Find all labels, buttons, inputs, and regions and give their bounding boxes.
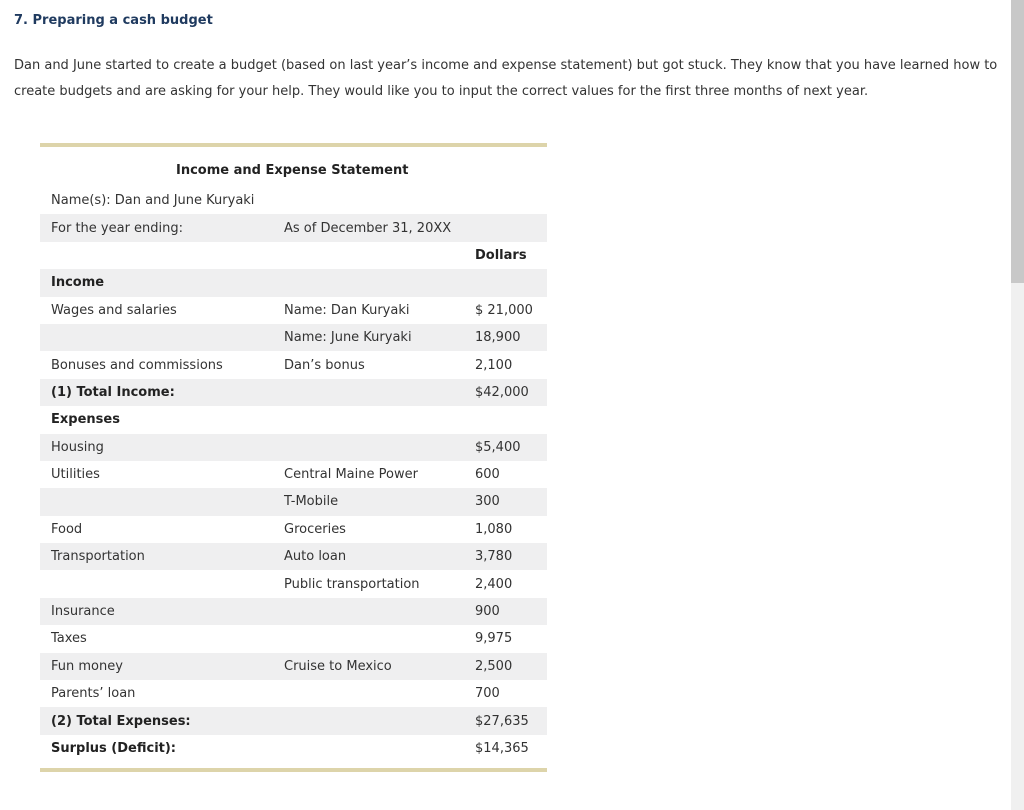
row-label: Parents’ loan [51,686,136,702]
names-row [40,187,547,214]
table-row [40,434,547,461]
table-row [40,570,547,597]
table-row [40,379,547,406]
row-label: (1) Total Income: [51,384,175,400]
year-value: As of December 31, 20XX [284,220,452,236]
table-row [40,406,547,433]
row-amount: 700 [475,686,500,702]
table-row [40,598,547,625]
table-row [40,680,547,707]
row-detail: Groceries [284,521,346,537]
row-amount: 300 [475,494,500,510]
row-label: Food [51,521,83,537]
row-amount: $5,400 [475,439,521,455]
row-label: Income [51,275,105,291]
question-intro: Dan and June started to create a budget (based on last year’s income and expense statement) but got stuck. They know that you have learned how to create budgets and are asking for your help. They would like you to input the correct values for the first three months of next year. [14,58,998,99]
row-label: Transportation [51,549,145,565]
statement-rows [40,269,547,762]
year-label: For the year ending: [51,220,184,236]
income-expense-statement [40,143,547,772]
table-row [40,488,547,515]
scrollbar-thumb[interactable] [1011,0,1024,283]
table-row [40,297,547,324]
row-label: Housing [51,439,104,455]
row-label: (2) Total Expenses: [51,713,191,729]
dollars-header: Dollars [475,247,527,263]
row-detail: Name: Dan Kuryaki [284,302,410,318]
row-detail: Public transportation [284,576,420,592]
table-row [40,735,547,762]
row-amount: 2,100 [475,357,513,373]
row-detail: T-Mobile [284,494,339,510]
table-row [40,653,547,680]
row-label: Utilities [51,467,100,483]
row-amount: 18,900 [475,330,521,346]
table-row [40,543,547,570]
row-detail: Dan’s bonus [284,357,365,373]
row-label: Insurance [51,604,115,620]
table-row [40,269,547,296]
table-row [40,351,547,378]
question-heading: 7. Preparing a cash budget [14,13,213,28]
row-amount: $42,000 [475,384,529,400]
row-detail: Cruise to Mexico [284,658,392,674]
row-amount: $ 21,000 [475,302,533,318]
table-row [40,324,547,351]
row-detail: Auto loan [284,549,347,565]
row-detail: Central Maine Power [284,467,418,483]
row-label: Wages and salaries [51,302,177,318]
row-amount: 600 [475,467,500,483]
table-row [40,707,547,734]
row-label: Surplus (Deficit): [51,741,177,756]
dollars-header-row [40,242,547,269]
row-label: Fun money [51,658,123,674]
table-row [40,516,547,543]
row-amount: 9,975 [475,631,513,647]
table-row [40,625,547,652]
row-amount: 2,400 [475,576,513,592]
row-detail: Name: June Kuryaki [284,330,412,346]
row-label: Expenses [51,412,120,428]
row-amount: 900 [475,604,500,620]
row-amount: 3,780 [475,549,513,565]
row-label: Bonuses and commissions [51,357,223,373]
row-amount: 2,500 [475,658,513,674]
table-row [40,461,547,488]
names-label: Name(s): Dan and June Kuryaki [51,193,255,209]
row-amount: $14,365 [475,741,529,756]
row-label: Taxes [51,631,87,647]
year-row [40,214,547,241]
row-amount: 1,080 [475,521,513,537]
statement-title: Income and Expense Statement [176,163,409,178]
row-amount: $27,635 [475,713,529,729]
